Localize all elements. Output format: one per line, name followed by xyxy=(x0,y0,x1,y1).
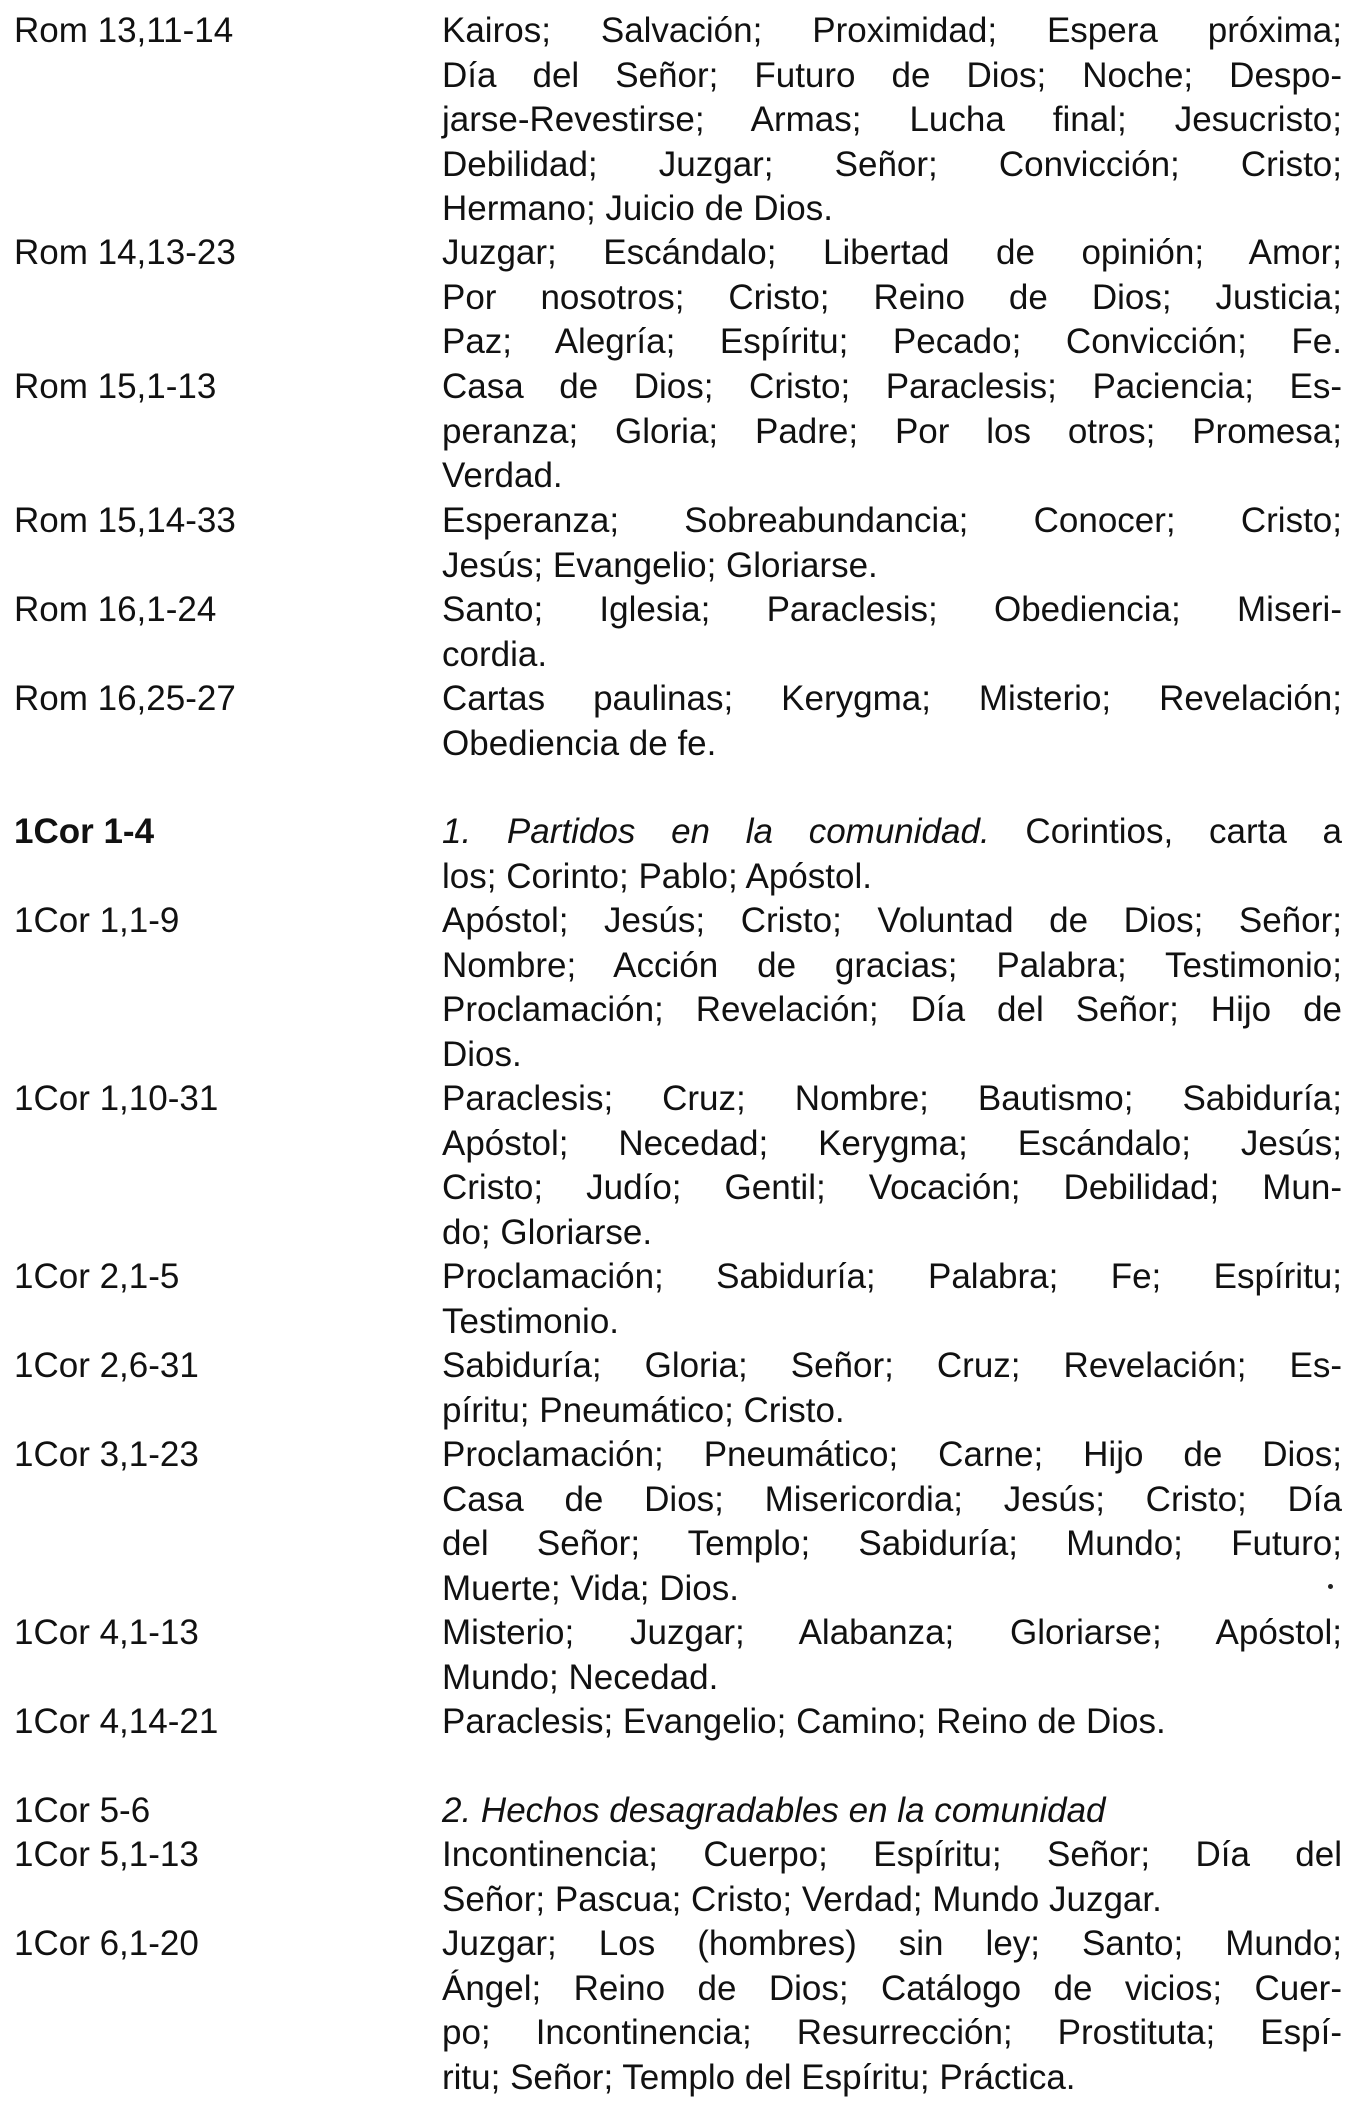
entry-reference: 1Cor 5,1-13 xyxy=(14,1835,199,1874)
entry-reference: 1Cor 1,1-9 xyxy=(14,901,180,940)
entry-reference: Rom 15,14-33 xyxy=(14,501,236,540)
entry-reference: 1Cor 1,10-31 xyxy=(14,1079,219,1118)
entry-terms xyxy=(442,1433,1342,1611)
entry-reference: 1Cor 3,1-23 xyxy=(14,1435,199,1474)
terms-line: do; Gloriarse. xyxy=(442,1212,653,1252)
entry-terms xyxy=(442,1700,1342,1745)
terms-line: po; Incontinencia; Resurrección; Prostituta; Espí- xyxy=(442,2013,1342,2053)
terms-line: Misterio; Juzgar; Alabanza; Gloriarse; Apóstol; xyxy=(442,1613,1342,1652)
section-heading: 2. Hechos desagradables en la comunidad xyxy=(442,1791,1106,1830)
terms-line: Mundo; Necedad. xyxy=(442,1657,719,1697)
terms-line: Casa de Dios; Misericordia; Jesús; Cristo; Día xyxy=(442,1479,1342,1519)
entry-reference: 1Cor 2,1-5 xyxy=(14,1257,180,1296)
entry-terms xyxy=(442,899,1342,1077)
terms-line xyxy=(442,810,1342,855)
terms-line: los; Corinto; Pablo; Apóstol. xyxy=(442,856,872,896)
entry-reference: 1Cor 2,6-31 xyxy=(14,1346,199,1385)
entry-terms xyxy=(442,1344,1342,1433)
terms-line: Paraclesis; Cruz; Nombre; Bautismo; Sabiduría; xyxy=(442,1079,1342,1118)
terms-line: píritu; Pneumático; Cristo. xyxy=(442,1390,845,1430)
entry-terms xyxy=(442,677,1342,766)
terms-line: Cristo; Judío; Gentil; Vocación; Debilidad; Mun- xyxy=(442,1168,1342,1208)
entry-terms xyxy=(442,1255,1342,1344)
terms-line: Muerte; Vida; Dios. xyxy=(442,1568,739,1608)
section-reference: 1Cor 1-4 xyxy=(14,812,155,851)
terms-line: peranza; Gloria; Padre; Por los otros; Promesa; xyxy=(442,411,1342,451)
entry-reference: Rom 14,13-23 xyxy=(14,233,236,272)
terms-text: Corintios, carta a xyxy=(989,812,1342,851)
terms-line: del Señor; Templo; Sabiduría; Mundo; Futuro; xyxy=(442,1524,1342,1564)
terms-line: Por nosotros; Cristo; Reino de Dios; Justicia; xyxy=(442,277,1342,317)
entry-reference: Rom 16,1-24 xyxy=(14,590,217,629)
terms-line: Juzgar; Los (hombres) sin ley; Santo; Mundo; xyxy=(442,1924,1342,1963)
terms-line: Dios. xyxy=(442,1034,522,1074)
terms-line: Verdad. xyxy=(442,456,563,496)
entry-reference: 1Cor 4,14-21 xyxy=(14,1702,219,1741)
terms-line: Proclamación; Sabiduría; Palabra; Fe; Espíritu; xyxy=(442,1257,1342,1296)
terms-line: Proclamación; Pneumático; Carne; Hijo de Dios; xyxy=(442,1435,1342,1474)
terms-line: Proclamación; Revelación; Día del Señor; Hijo de xyxy=(442,990,1342,1030)
entry-reference: Rom 13,11-14 xyxy=(14,11,234,50)
entry-terms xyxy=(442,1077,1342,1255)
entry-terms xyxy=(442,1611,1342,1700)
terms-line: Apóstol; Jesús; Cristo; Voluntad de Dios; Señor; xyxy=(442,901,1342,940)
entry-reference: Rom 16,25-27 xyxy=(14,679,236,718)
entry-terms xyxy=(442,9,1342,232)
terms-line: Hermano; Juicio de Dios. xyxy=(442,189,833,229)
terms-line: Kairos; Salvación; Proximidad; Espera próxima; xyxy=(442,11,1342,50)
entry-terms xyxy=(442,1833,1342,1922)
stray-mark xyxy=(1328,1584,1333,1589)
entry-terms xyxy=(442,1922,1342,2100)
terms-line: Santo; Iglesia; Paraclesis; Obediencia; Miseri- xyxy=(442,590,1342,629)
terms-line: Incontinencia; Cuerpo; Espíritu; Señor; Día del xyxy=(442,1835,1342,1874)
terms-line: Jesús; Evangelio; Gloriarse. xyxy=(442,545,878,585)
terms-line: Paraclesis; Evangelio; Camino; Reino de Dios. xyxy=(442,1702,1166,1741)
entry-terms xyxy=(442,588,1342,677)
terms-line: Obediencia de fe. xyxy=(442,723,717,763)
terms-line: Señor; Pascua; Cristo; Verdad; Mundo Juzgar. xyxy=(442,1879,1162,1919)
terms-line: cordia. xyxy=(442,634,548,674)
entry-reference: 1Cor 4,1-13 xyxy=(14,1613,199,1652)
terms-line: jarse-Revestirse; Armas; Lucha final; Jesucristo; xyxy=(442,100,1342,140)
entry-reference: 1Cor 6,1-20 xyxy=(14,1924,199,1963)
terms-line: Testimonio. xyxy=(442,1301,620,1341)
section-heading: 1. Partidos en la comunidad. xyxy=(442,812,990,851)
terms-line: Sabiduría; Gloria; Señor; Cruz; Revelación; Es- xyxy=(442,1346,1342,1385)
terms-line: Ángel; Reino de Dios; Catálogo de vicios; Cuer- xyxy=(442,1968,1342,2008)
terms-line: Debilidad; Juzgar; Señor; Convicción; Cristo; xyxy=(442,144,1342,184)
terms-line: ritu; Señor; Templo del Espíritu; Práctica. xyxy=(442,2057,1076,2097)
terms-line: Cartas paulinas; Kerygma; Misterio; Revelación; xyxy=(442,679,1342,718)
terms-line: Esperanza; Sobreabundancia; Conocer; Cristo; xyxy=(442,501,1342,540)
entry-terms xyxy=(442,810,1342,899)
entry-terms xyxy=(442,1789,1342,1834)
entry-reference: Rom 15,1-13 xyxy=(14,367,217,406)
terms-line: Día del Señor; Futuro de Dios; Noche; Despo- xyxy=(442,55,1342,95)
terms-line: Juzgar; Escándalo; Libertad de opinión; Amor; xyxy=(442,233,1342,272)
entry-terms xyxy=(442,499,1342,588)
terms-line: Casa de Dios; Cristo; Paraclesis; Paciencia; Es- xyxy=(442,367,1342,406)
section-reference: 1Cor 5-6 xyxy=(14,1791,151,1830)
entry-terms xyxy=(442,231,1342,365)
terms-line: Apóstol; Necedad; Kerygma; Escándalo; Jesús; xyxy=(442,1123,1342,1163)
terms-line: Paz; Alegría; Espíritu; Pecado; Convicción; Fe. xyxy=(442,322,1342,362)
terms-line: Nombre; Acción de gracias; Palabra; Testimonio; xyxy=(442,945,1342,985)
entry-terms xyxy=(442,365,1342,499)
